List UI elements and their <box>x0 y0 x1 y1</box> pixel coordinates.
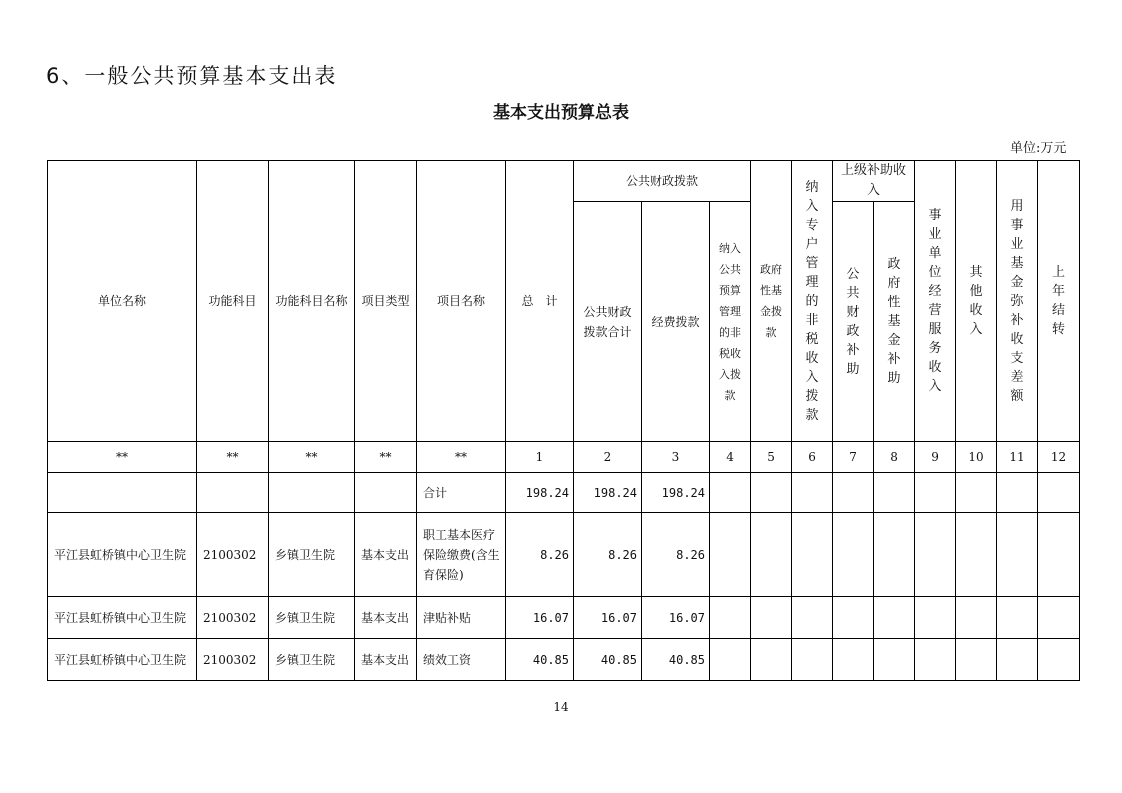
index-row <box>48 442 1080 473</box>
index-cell: ** <box>355 442 417 473</box>
index-cell: ** <box>417 442 506 473</box>
header-public-fiscal-total <box>574 202 642 442</box>
empty-cell <box>1038 597 1080 639</box>
empty-cell <box>48 473 197 513</box>
index-cell: 12 <box>1038 442 1080 473</box>
header-institution-income <box>915 161 956 442</box>
empty-cell <box>710 639 751 681</box>
header-superior-subsidy-text: 上级补助收入 <box>841 163 907 198</box>
unit-cell: 平江县虹桥镇中心卫生院 <box>48 639 197 681</box>
empty-cell <box>915 597 956 639</box>
empty-cell <box>792 639 833 681</box>
public-total-cell: 8.26 <box>574 513 642 597</box>
item-cell: 职工基本医疗保险缴费(含生育保险) <box>417 513 506 597</box>
empty-cell <box>197 473 269 513</box>
index-cell: ** <box>197 442 269 473</box>
empty-cell <box>956 513 997 597</box>
index-cell: ** <box>48 442 197 473</box>
header-fund-cover-text: 用事业基金弥补收支差额 <box>1010 198 1024 404</box>
func-name-cell: 乡镇卫生院 <box>269 639 355 681</box>
index-cell: 5 <box>751 442 792 473</box>
header-func-name: 功能科目名称 <box>269 161 355 442</box>
page-number: 14 <box>553 700 569 714</box>
total-row <box>48 473 1080 513</box>
header-nontax-into-budget <box>710 202 751 442</box>
unit-label: 单位:万元 <box>1010 141 1067 156</box>
header-public-fiscal: 公共财政拨款 <box>574 161 751 202</box>
index-cell: 11 <box>997 442 1038 473</box>
type-cell: 基本支出 <box>355 597 417 639</box>
empty-cell <box>833 473 874 513</box>
unit-cell: 平江县虹桥镇中心卫生院 <box>48 513 197 597</box>
header-gov-fund-subsidy-text: 政府性基金补助 <box>887 257 901 386</box>
empty-cell <box>269 473 355 513</box>
table-title: 基本支出预算总表 <box>493 103 629 123</box>
header-gov-fund <box>751 161 792 442</box>
budget-table <box>47 160 1080 681</box>
section-title: 6、一般公共预算基本支出表 <box>46 64 338 88</box>
func-name-cell: 乡镇卫生院 <box>269 513 355 597</box>
empty-cell <box>751 513 792 597</box>
empty-cell <box>1038 473 1080 513</box>
index-cell: ** <box>269 442 355 473</box>
total-value: 198.24 <box>506 473 574 513</box>
public-total-cell: 40.85 <box>574 639 642 681</box>
index-cell: 8 <box>874 442 915 473</box>
empty-cell <box>710 513 751 597</box>
empty-cell <box>997 513 1038 597</box>
table-row <box>48 513 1080 597</box>
header-row-1 <box>48 161 1080 202</box>
header-special-nontax-text: 纳入专户管理的非税收入拨款 <box>805 179 819 423</box>
header-other-income-text: 其他收入 <box>969 265 983 337</box>
index-cell: 1 <box>506 442 574 473</box>
empty-cell <box>751 597 792 639</box>
item-cell: 绩效工资 <box>417 639 506 681</box>
empty-cell <box>997 639 1038 681</box>
total-public-value: 198.24 <box>574 473 642 513</box>
expense-cell: 16.07 <box>642 597 710 639</box>
empty-cell <box>956 473 997 513</box>
code-cell: 2100302 <box>197 639 269 681</box>
empty-cell <box>956 639 997 681</box>
empty-cell <box>792 513 833 597</box>
index-cell: 3 <box>642 442 710 473</box>
total-expense-value: 198.24 <box>642 473 710 513</box>
header-total: 总 计 <box>506 161 574 442</box>
header-superior-subsidy <box>833 161 915 202</box>
empty-cell <box>997 597 1038 639</box>
header-public-fiscal-subsidy-text: 公共财政补助 <box>846 266 860 377</box>
empty-cell <box>751 473 792 513</box>
item-cell: 津贴补贴 <box>417 597 506 639</box>
expense-cell: 8.26 <box>642 513 710 597</box>
empty-cell <box>833 597 874 639</box>
header-other-income <box>956 161 997 442</box>
header-gov-fund-subsidy <box>874 202 915 442</box>
empty-cell <box>956 597 997 639</box>
empty-cell <box>874 639 915 681</box>
index-cell: 4 <box>710 442 751 473</box>
header-last-year-carry-text: 上年结转 <box>1052 265 1066 337</box>
header-expense-allocation: 经费拨款 <box>642 202 710 442</box>
index-cell: 7 <box>833 442 874 473</box>
empty-cell <box>792 473 833 513</box>
expense-cell: 40.85 <box>642 639 710 681</box>
header-last-year-carry <box>1038 161 1080 442</box>
code-cell: 2100302 <box>197 597 269 639</box>
public-total-cell: 16.07 <box>574 597 642 639</box>
empty-cell <box>915 473 956 513</box>
empty-cell <box>874 513 915 597</box>
header-special-nontax <box>792 161 833 442</box>
empty-cell <box>915 639 956 681</box>
header-public-fiscal-subsidy <box>833 202 874 442</box>
header-func-code: 功能科目 <box>197 161 269 442</box>
header-item-name: 项目名称 <box>417 161 506 442</box>
empty-cell <box>751 639 792 681</box>
table-row <box>48 597 1080 639</box>
empty-cell <box>710 473 751 513</box>
code-cell: 2100302 <box>197 513 269 597</box>
table-row <box>48 639 1080 681</box>
empty-cell <box>874 473 915 513</box>
empty-cell <box>792 597 833 639</box>
type-cell: 基本支出 <box>355 639 417 681</box>
empty-cell <box>1038 639 1080 681</box>
index-cell: 6 <box>792 442 833 473</box>
header-gov-fund-text: 政府性基金拨款 <box>760 263 783 339</box>
index-cell: 2 <box>574 442 642 473</box>
header-unit-name: 单位名称 <box>48 161 197 442</box>
total-cell: 16.07 <box>506 597 574 639</box>
type-cell: 基本支出 <box>355 513 417 597</box>
empty-cell <box>833 639 874 681</box>
empty-cell <box>710 597 751 639</box>
func-name-cell: 乡镇卫生院 <box>269 597 355 639</box>
empty-cell <box>997 473 1038 513</box>
empty-cell <box>355 473 417 513</box>
total-label: 合计 <box>417 473 506 513</box>
index-cell: 10 <box>956 442 997 473</box>
header-institution-income-text: 事业单位经营服务收入 <box>928 208 942 394</box>
header-nontax-into-budget-text: 纳入公共预算管理的非税收入拨款 <box>719 241 742 402</box>
empty-cell <box>1038 513 1080 597</box>
unit-cell: 平江县虹桥镇中心卫生院 <box>48 597 197 639</box>
header-public-fiscal-total-text: 公共财政拨款合计 <box>583 304 632 339</box>
total-cell: 40.85 <box>506 639 574 681</box>
empty-cell <box>874 597 915 639</box>
empty-cell <box>833 513 874 597</box>
header-item-type: 项目类型 <box>355 161 417 442</box>
header-fund-cover <box>997 161 1038 442</box>
index-cell: 9 <box>915 442 956 473</box>
total-cell: 8.26 <box>506 513 574 597</box>
empty-cell <box>915 513 956 597</box>
